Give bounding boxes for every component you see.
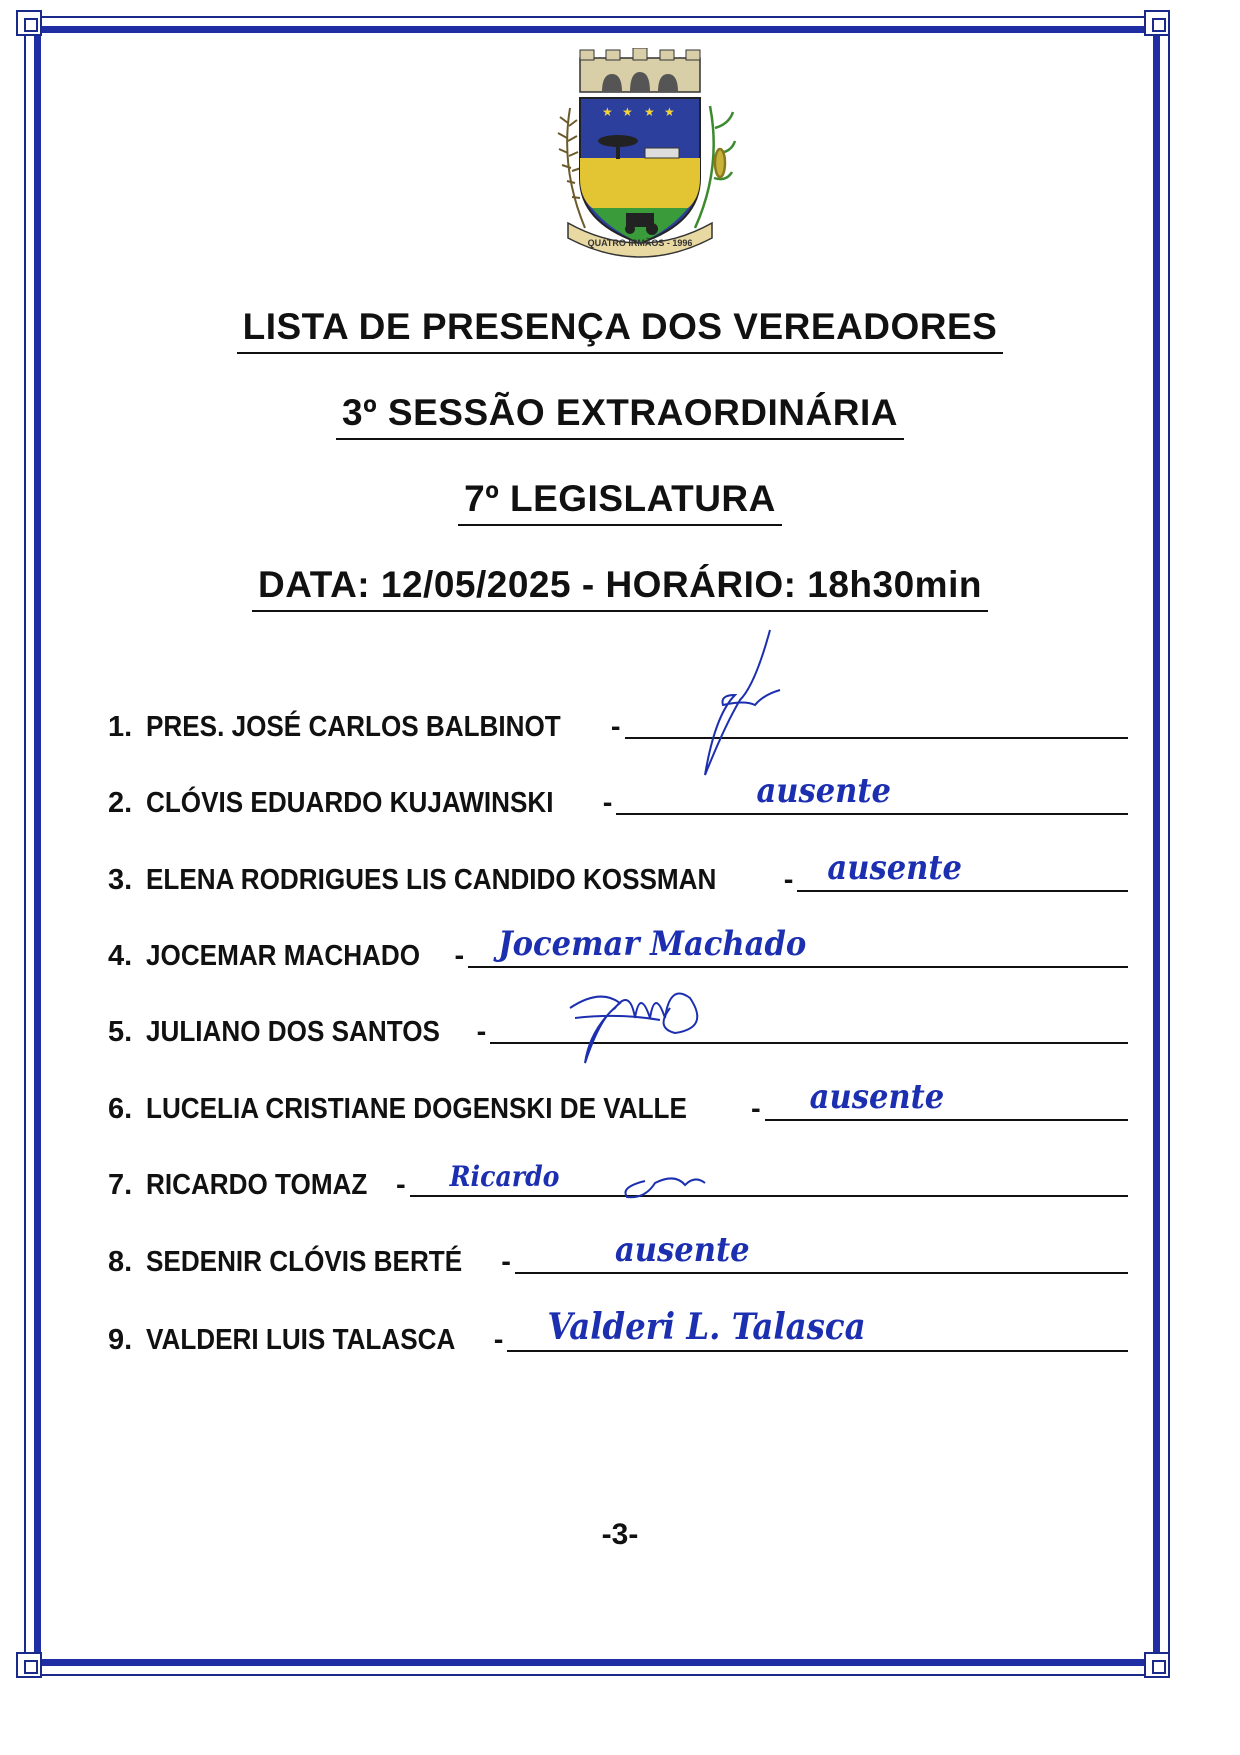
municipal-crest-logo xyxy=(540,48,740,263)
signature: ausente xyxy=(809,1077,945,1117)
signature-line xyxy=(515,1230,1128,1274)
signature: Ricardo xyxy=(449,1160,560,1193)
title-legislature: 7º LEGISLATURA xyxy=(0,478,1240,526)
attendee-separator: - xyxy=(395,1169,406,1201)
attendee-name: JOCEMAR MACHADO xyxy=(146,940,421,972)
attendee-separator: - xyxy=(750,1093,761,1125)
attendee-number: 8. xyxy=(108,1246,133,1278)
attendee-name: SEDENIR CLÓVIS BERTÉ xyxy=(146,1246,463,1278)
attendee-name: JULIANO DOS SANTOS xyxy=(146,1016,440,1048)
signature-line xyxy=(765,1077,1128,1121)
page-number: -3- xyxy=(601,1518,639,1551)
svg-text:★: ★ xyxy=(622,105,633,119)
attendee-name: CLÓVIS EDUARDO KUJAWINSKI xyxy=(146,787,554,819)
title-attendance-list: LISTA DE PRESENÇA DOS VEREADORES xyxy=(0,306,1240,354)
attendee-number: 3. xyxy=(108,864,133,896)
signature: Valderi L. Talasca xyxy=(547,1306,866,1348)
attendee-row xyxy=(108,1077,1128,1126)
attendee-separator: - xyxy=(610,711,621,743)
attendee-separator: - xyxy=(476,1016,487,1048)
attendee-name: ELENA RODRIGUES LIS CANDIDO KOSSMAN xyxy=(146,864,717,896)
crest-crown xyxy=(580,48,700,92)
crest-shield xyxy=(580,98,700,243)
attendee-number: 7. xyxy=(108,1169,133,1201)
attendee-name: RICARDO TOMAZ xyxy=(146,1169,368,1201)
attendee-number: 9. xyxy=(108,1324,133,1356)
signature: Jocemar Machado xyxy=(498,924,807,964)
attendee-name: VALDERI LUIS TALASCA xyxy=(146,1324,456,1356)
title-session: 3º SESSÃO EXTRAORDINÁRIA xyxy=(0,392,1240,440)
signature-scribble xyxy=(615,1167,715,1203)
attendee-row xyxy=(108,1306,1128,1357)
signature: ausente xyxy=(614,1230,750,1270)
attendee-row xyxy=(108,771,1128,820)
attendee-separator: - xyxy=(783,864,794,896)
signature-scribble xyxy=(560,978,710,1068)
attendee-separator: - xyxy=(602,787,613,819)
signature: ausente xyxy=(756,771,892,811)
signature: ausente xyxy=(827,848,962,888)
attendee-name: LUCELIA CRISTIANE DOGENSKI DE VALLE xyxy=(146,1093,687,1125)
frame-corner-top-left xyxy=(16,10,42,36)
attendee-name: PRES. JOSÉ CARLOS BALBINOT xyxy=(146,711,561,743)
attendee-number: 5. xyxy=(108,1016,133,1048)
svg-text:QUATRO IRMÃOS - 1996: QUATRO IRMÃOS - 1996 xyxy=(587,238,693,248)
attendee-number: 2. xyxy=(108,787,133,819)
attendee-row xyxy=(108,1230,1128,1279)
attendee-row xyxy=(108,924,1128,973)
attendee-row xyxy=(108,704,1128,744)
attendee-separator: - xyxy=(454,940,465,972)
frame-corner-bottom-right xyxy=(1144,1652,1170,1678)
signature-scribble xyxy=(685,625,795,785)
attendee-row xyxy=(108,848,1128,897)
page-frame-inner xyxy=(34,26,1160,1666)
signature-line xyxy=(625,735,1129,739)
svg-text:★: ★ xyxy=(644,105,655,119)
attendee-number: 4. xyxy=(108,940,133,972)
signature-line xyxy=(616,771,1128,815)
svg-text:★: ★ xyxy=(664,105,675,119)
attendee-row xyxy=(108,1009,1128,1049)
signature-line xyxy=(468,924,1128,968)
svg-text:★: ★ xyxy=(602,105,613,119)
signature-line xyxy=(797,848,1128,892)
frame-corner-bottom-left xyxy=(16,1652,42,1678)
frame-corner-top-right xyxy=(1144,10,1170,36)
attendee-number: 6. xyxy=(108,1093,133,1125)
signature-line xyxy=(490,1040,1128,1044)
attendee-separator: - xyxy=(493,1324,504,1356)
signature-line xyxy=(507,1306,1128,1352)
attendee-separator: - xyxy=(501,1246,511,1278)
attendee-row xyxy=(108,1162,1128,1202)
signature-line xyxy=(410,1160,1128,1197)
title-date-time: DATA: 12/05/2025 - HORÁRIO: 18h30min xyxy=(0,564,1240,612)
attendee-number: 1. xyxy=(108,711,133,743)
